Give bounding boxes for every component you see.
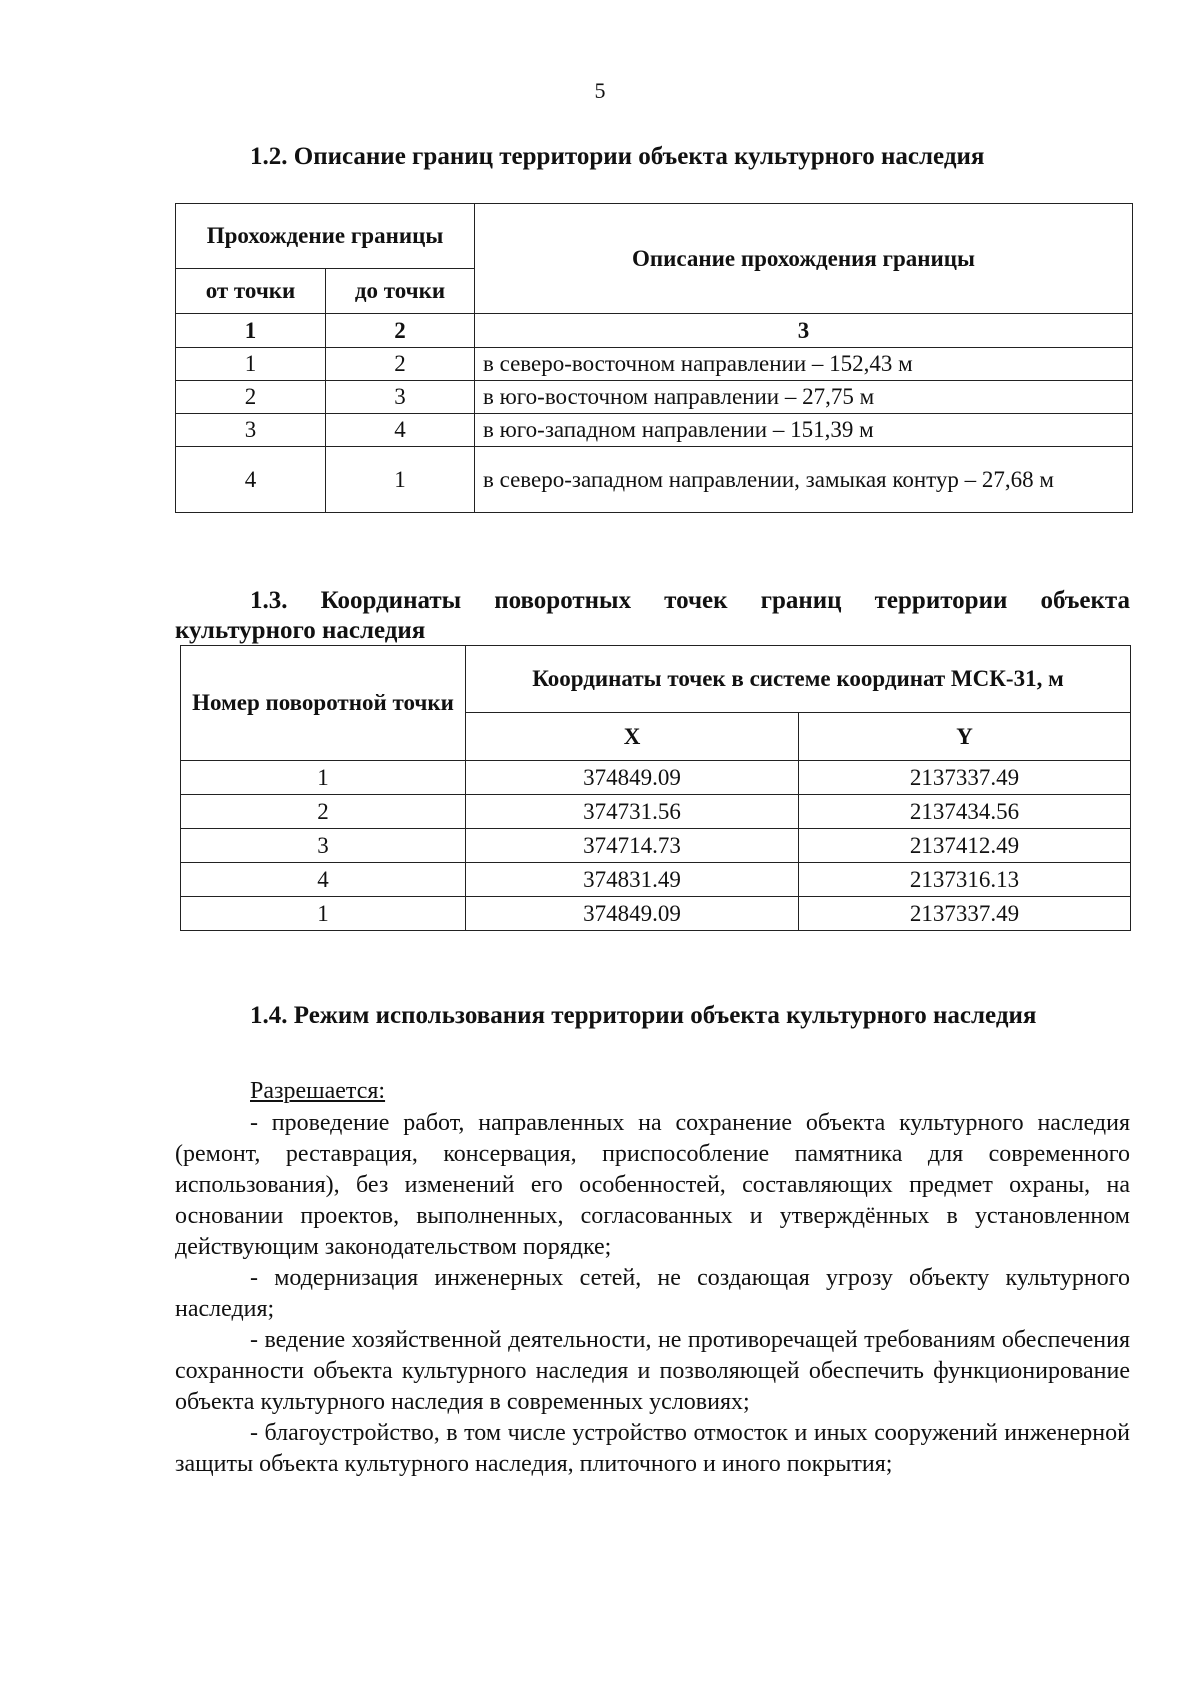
list-item: - проведение работ, направленных на сохранение объекта культурного наследия (ремонт, реставрация, консервация, приспособление памятника для современного использования), без изменений его особенностей, составляющих предмет охраны, на основании проектов, выполненных, согласованных и утверждённых в установленном действующим законодательством порядке; <box>175 1110 1130 1260</box>
table-row <box>181 897 1131 931</box>
header-point: Номер поворотной точки <box>181 646 466 761</box>
cell-y: 2137337.49 <box>799 761 1131 795</box>
cell-x: 374831.49 <box>466 863 799 897</box>
cell-point: 4 <box>181 863 466 897</box>
cell-x: 374849.09 <box>466 761 799 795</box>
header-from: от точки <box>176 269 326 314</box>
cell-from: 1 <box>176 348 326 381</box>
list-item: - ведение хозяйственной деятельности, не противоречащей требованиям обеспечения сохранности объекта культурного наследия и позволяющей обеспечить функционирование объекта культурного наследия в современных условиях; <box>175 1327 1130 1415</box>
cell-from: 3 <box>176 414 326 447</box>
header-passage: Прохождение границы <box>176 204 475 269</box>
cell-x: 374849.09 <box>466 897 799 931</box>
coordinates-table <box>180 645 1131 931</box>
cell-y: 2137412.49 <box>799 829 1131 863</box>
header-description: Описание прохождения границы <box>475 204 1133 314</box>
header-y: Y <box>799 713 1131 761</box>
section-1-3-title-line1: 1.3. Координаты поворотных точек границ территории объекта <box>250 587 1130 614</box>
cell-to: 2 <box>326 348 475 381</box>
table-row <box>176 414 1133 447</box>
boundary-description-table <box>175 203 1133 513</box>
header-coords: Координаты точек в системе координат МСК-31, м <box>466 646 1131 713</box>
cell-y: 2137337.49 <box>799 897 1131 931</box>
allowed-list <box>175 1108 1130 1480</box>
table-row <box>181 829 1131 863</box>
table-row <box>181 795 1131 829</box>
table-row <box>176 447 1133 513</box>
cell-y: 2137434.56 <box>799 795 1131 829</box>
cell-description: в северо-восточном направлении – 152,43 м <box>475 348 1133 381</box>
section-1-2-title: 1.2. Описание границ территории объекта культурного наследия <box>250 143 985 170</box>
cell-to: 3 <box>326 381 475 414</box>
cell-point: 1 <box>181 897 466 931</box>
allowed-label: Разрешается: <box>250 1078 386 1104</box>
header-to: до точки <box>326 269 475 314</box>
cell-to: 4 <box>326 414 475 447</box>
table-row <box>181 761 1131 795</box>
table-row <box>181 863 1131 897</box>
section-1-4-title: 1.4. Режим использования территории объекта культурного наследия <box>250 1002 1037 1029</box>
cell-x: 374731.56 <box>466 795 799 829</box>
cell-description: в северо-западном направлении, замыкая контур – 27,68 м <box>475 447 1133 513</box>
list-item: - модернизация инженерных сетей, не создающая угрозу объекту культурного наследия; <box>175 1265 1130 1322</box>
table-row <box>176 381 1133 414</box>
cell-point: 3 <box>181 829 466 863</box>
cell-point: 2 <box>181 795 466 829</box>
section-1-3-title-line2: культурного наследия <box>175 617 426 644</box>
cell-point: 1 <box>181 761 466 795</box>
cell-y: 2137316.13 <box>799 863 1131 897</box>
cell-description: в юго-западном направлении – 151,39 м <box>475 414 1133 447</box>
cell-from: 2 <box>176 381 326 414</box>
cell-from: 4 <box>176 447 326 513</box>
table-row <box>176 348 1133 381</box>
cell-x: 374714.73 <box>466 829 799 863</box>
section-1-3-title <box>175 586 1130 646</box>
list-item: - благоустройство, в том числе устройство отмосток и иных сооружений инженерной защиты объекта культурного наследия, плиточного и иного покрытия; <box>175 1420 1130 1477</box>
col-number: 1 <box>176 314 326 348</box>
col-number: 3 <box>475 314 1133 348</box>
header-x: X <box>466 713 799 761</box>
col-number: 2 <box>326 314 475 348</box>
page-number: 5 <box>594 78 606 103</box>
cell-description: в юго-восточном направлении – 27,75 м <box>475 381 1133 414</box>
cell-to: 1 <box>326 447 475 513</box>
